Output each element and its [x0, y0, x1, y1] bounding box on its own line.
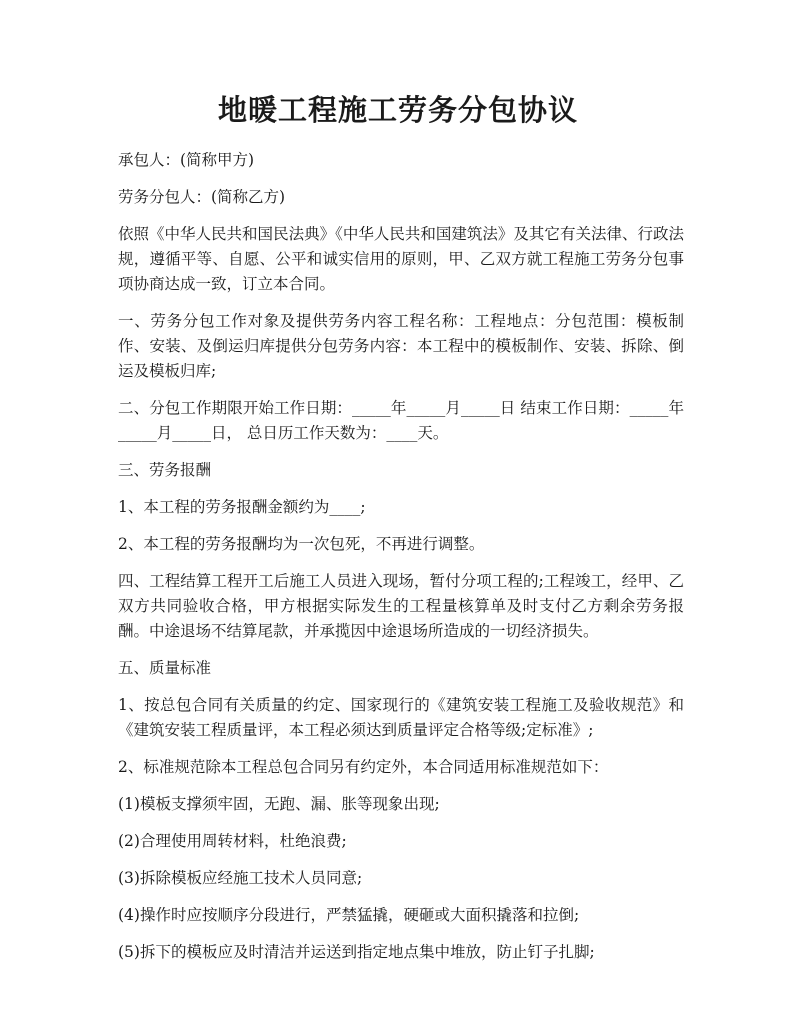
paragraph-preamble: 依照《中华人民共和国民法典》《中华人民共和国建筑法》及其它有关法律、行政法规，遵循平等、自愿、公平和诚实信用的原则，甲、乙双方就工程施工劳务分包事项协商达成一致，订立本合同。	[118, 225, 684, 293]
document-title: 地暖工程施工劳务分包协议	[217, 93, 578, 127]
document-body	[118, 148, 684, 977]
paragraph-section-3-item-2: 2、本工程的劳务报酬均为一次包死，不再进行调整。	[118, 535, 485, 553]
paragraph-standard-2: (2)合理使用周转材料，杜绝浪费;	[118, 832, 347, 850]
paragraph-standard-5: (5)拆下的模板应及时清洁并运送到指定地点集中堆放，防止钉子扎脚;	[118, 943, 595, 961]
paragraph-section-5-item-1: 1、按总包合同有关质量的约定、国家现行的《建筑安装工程施工及验收规范》和《建筑安装工程质量评，本工程必须达到质量评定合格等级;定标准》;	[118, 696, 684, 739]
paragraph-section-1: 一、劳务分包工作对象及提供劳务内容工程名称：工程地点：分包范围：模板制作、安装、及倒运归库提供分包劳务内容：本工程中的模板制作、安装、拆除、倒运及模板归库;	[118, 312, 684, 380]
paragraph-standard-4: (4)操作时应按顺序分段进行，严禁猛撬，硬砸或大面积撬落和拉倒;	[118, 906, 580, 924]
paragraph-section-3-heading: 三、劳务报酬	[118, 461, 212, 479]
paragraph-standard-1: (1)模板支撑须牢固，无跑、漏、胀等现象出现;	[118, 795, 440, 813]
paragraph-section-5-item-2: 2、标准规范除本工程总包合同另有约定外，本合同适用标准规范如下：	[118, 758, 609, 776]
paragraph-section-3-item-1: 1、本工程的劳务报酬金额约为____;	[118, 498, 366, 516]
paragraph-section-5-heading: 五、质量标准	[118, 659, 212, 677]
paragraph-contractor: 承包人：(简称甲方)	[118, 151, 255, 169]
paragraph-section-2: 二、分包工作期限开始工作日期：_____年_____月_____日 结束工作日期：_____年_____月_____日， 总日历工作天数为：____天。	[118, 399, 684, 442]
paragraph-subcontractor: 劳务分包人：(简称乙方)	[118, 188, 286, 206]
paragraph-section-4: 四、工程结算工程开工后施工人员进入现场，暂付分项工程的;工程竣工，经甲、乙双方共同验收合格，甲方根据实际发生的工程量核算单及时支付乙方剩余劳务报酬。中途退场不结算尾款，并承揽因中途退场所造成的一切经济损失。	[118, 572, 684, 640]
paragraph-standard-3: (3)拆除模板应经施工技术人员同意;	[118, 869, 363, 887]
